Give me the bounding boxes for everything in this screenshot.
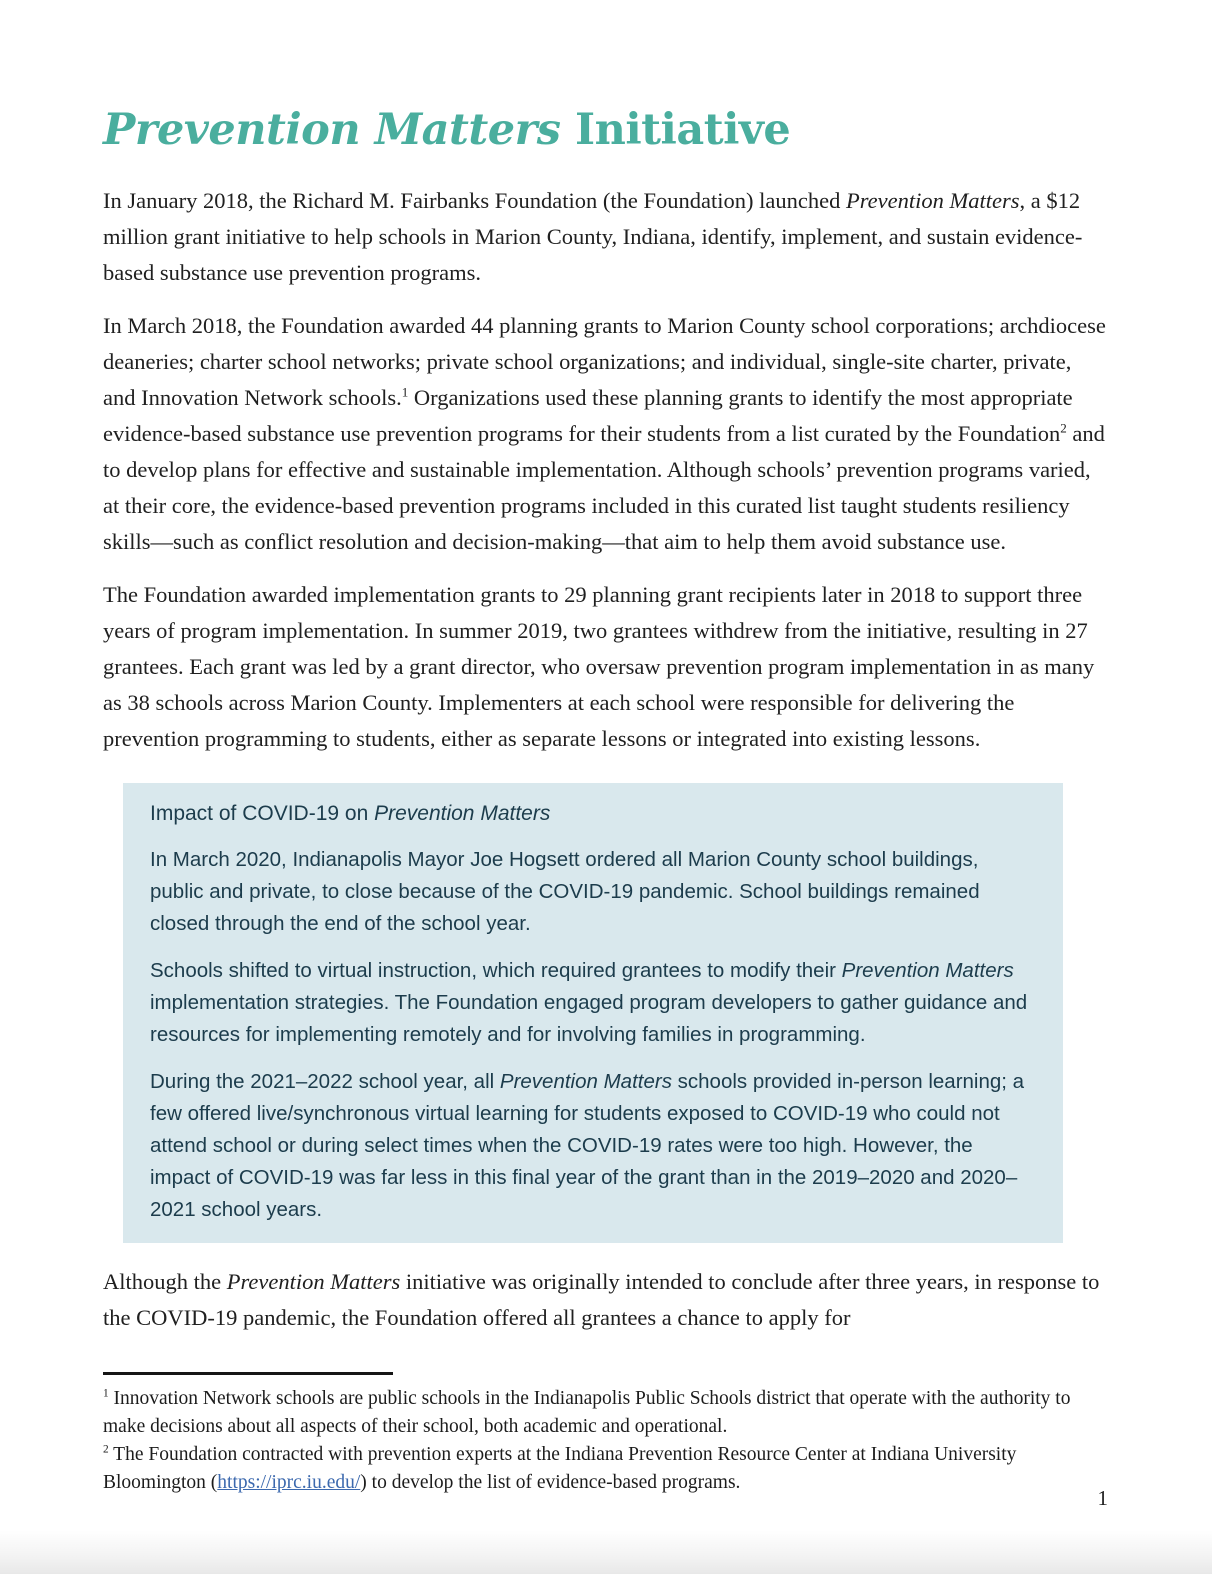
page-edge-shade	[0, 1530, 1212, 1574]
covid-callout-box	[123, 783, 1063, 1243]
callout-paragraph: Schools shifted to virtual instruction, which required grantees to modify their Prevention Matters implementation strategies. The Foundation engaged program developers to gather guidance and resources for implementing remotely and for involving families in programming.	[150, 959, 1028, 1047]
footnote-link[interactable]: https://iprc.iu.edu/	[217, 1472, 361, 1493]
body-paragraph: Although the Prevention Matters initiative was originally intended to conclude after three years, in response to the COVID-19 pandemic, the Foundation offered all grantees a chance to apply for	[103, 1269, 1100, 1331]
callout-paragraph: In March 2020, Indianapolis Mayor Joe Hogsett ordered all Marion County school buildings, public and private, to close because of the COVID-19 pandemic. School buildings remained closed through the end of the school year.	[150, 848, 980, 936]
footnote-separator	[103, 1372, 393, 1375]
footnotes-section	[103, 1372, 1108, 1497]
callout-title: Impact of COVID-19 on Prevention Matters	[150, 802, 551, 826]
body-paragraph: In January 2018, the Richard M. Fairbanks Foundation (the Foundation) launched Prevention Matters, a $12 million grant initiative to help schools in Marion County, Indiana, identify, implement, and sustain evidence-based substance use prevention programs.	[103, 188, 1083, 286]
page-title: Prevention Matters Initiative	[103, 105, 791, 155]
body-paragraph: The Foundation awarded implementation grants to 29 planning grant recipients later in 2018 to support three years of program implementation. In summer 2019, two grantees withdrew from the initiative, resulting in 27 grantees. Each grant was led by a grant director, who oversaw prevention program implementation in as many as 38 schools across Marion County. Implementers at each school were responsible for delivering the prevention programming to students, either as separate lessons or integrated into existing lessons.	[103, 582, 1095, 752]
body-paragraph: In March 2018, the Foundation awarded 44 planning grants to Marion County school corporations; archdiocese deaneries; charter school networks; private school organizations; and individual, single-site charter, private, and Innovation Network schools.$^1$ Organizations used these planning grants to identify the most appropriate evidence-based substance use prevention programs for their students from a list curated by the Foundation$^2$ and to develop plans for effective and sustainable implementation. Although schools’ prevention programs varied, at their core, the evidence-based prevention programs included in this curated list taught students resiliency skills—such as conflict resolution and decision-making—that aim to help them avoid substance use.	[103, 313, 1106, 555]
footnote: $^1$ Innovation Network schools are public schools in the Indianapolis Public Schools district that operate with the authority to make decisions about all aspects of their school, both academic and operational.	[103, 1387, 1071, 1437]
callout-paragraph: During the 2021–2022 school year, all Prevention Matters schools provided in-person learning; a few offered live/synchronous virtual learning for students exposed to COVID-19 who could not attend school or during select times when the COVID-19 rates were too high. However, the impact of COVID-19 was far less in this final year of the grant than in the 2019–2020 and 2020–2021 school years.	[150, 1070, 1025, 1222]
page-number: 1	[1097, 1486, 1108, 1510]
footnote: $^2$ The Foundation contracted with prevention experts at the Indiana Prevention Resource Center at Indiana University Bloomington (https://iprc.iu.edu/) to develop the list of evidence-based programs.	[103, 1443, 1017, 1493]
